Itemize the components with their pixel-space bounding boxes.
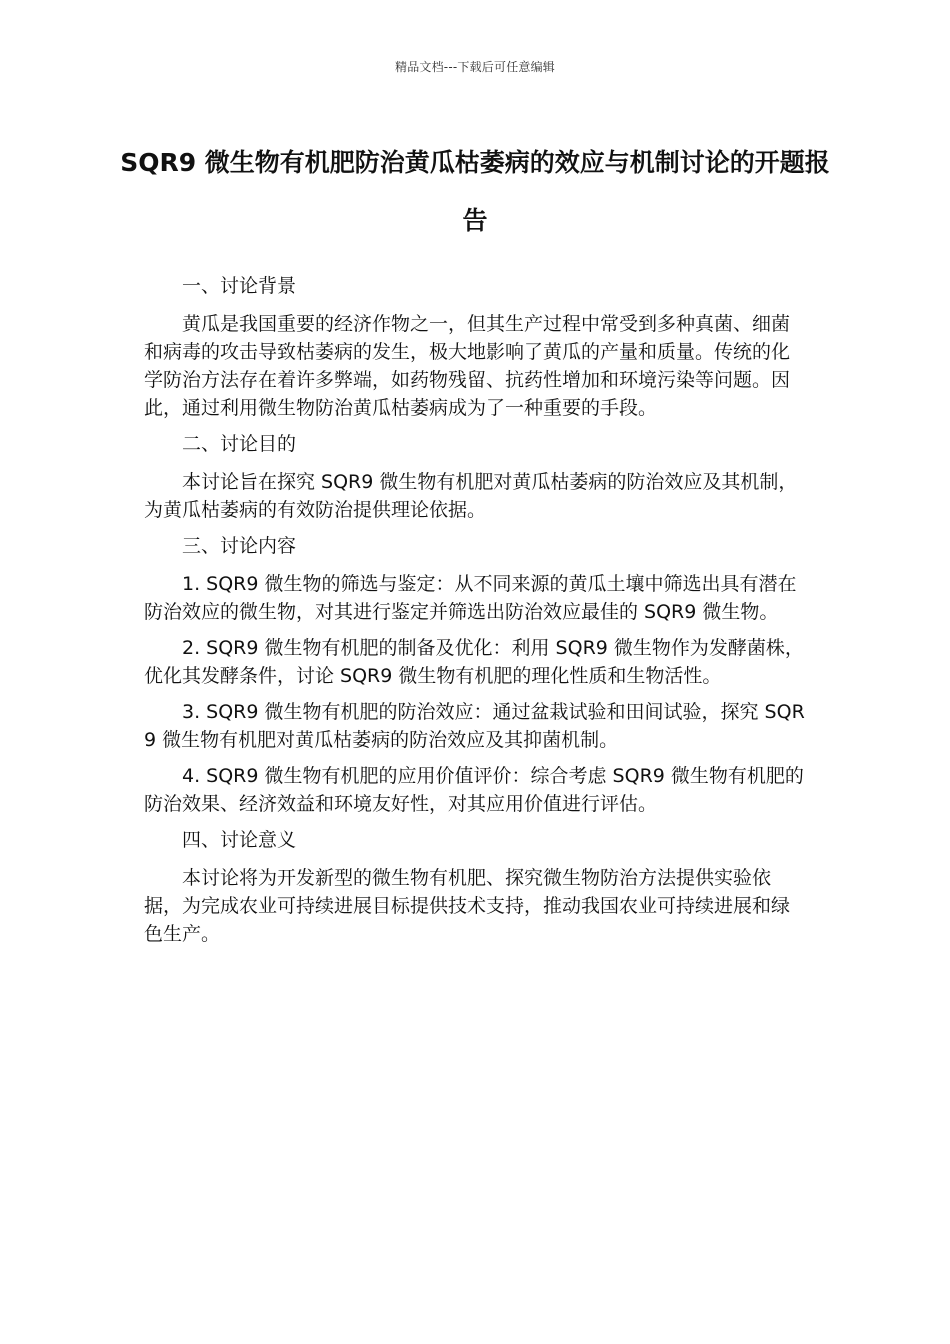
section-heading-content: 三、讨论内容 bbox=[182, 535, 297, 557]
document-title: SQR9 微生物有机肥防治黄瓜枯萎病的效应与机制讨论的开题报告 bbox=[120, 148, 830, 235]
section-heading-purpose: 二、讨论目的 bbox=[182, 433, 297, 455]
content-item-4: 4. SQR9 微生物有机肥的应用价值评价：综合考虑 SQR9 微生物有机肥的防治效果、经济效益和环境友好性，对其应用价值进行评估。 bbox=[144, 765, 804, 815]
content-item-2: 2. SQR9 微生物有机肥的制备及优化：利用 SQR9 微生物作为发酵菌株，优化其发酵条件，讨论 SQR9 微生物有机肥的理化性质和生物活性。 bbox=[144, 637, 804, 687]
significance-paragraph: 本讨论将为开发新型的微生物有机肥、探究微生物防治方法提供实验依据，为完成农业可持续进展目标提供技术支持，推动我国农业可持续进展和绿色生产。 bbox=[144, 867, 791, 945]
section-heading-background: 一、讨论背景 bbox=[182, 275, 297, 297]
header-note: 精品文档---下载后可任意编辑 bbox=[395, 60, 555, 74]
content-item-3: 3. SQR9 微生物有机肥的防治效应：通过盆栽试验和田间试验，探究 SQR9 微生物有机肥对黄瓜枯萎病的防治效应及其抑菌机制。 bbox=[144, 701, 805, 751]
purpose-paragraph: 本讨论旨在探究 SQR9 微生物有机肥对黄瓜枯萎病的防治效应及其机制，为黄瓜枯萎病的有效防治提供理论依据。 bbox=[144, 471, 798, 521]
document-body bbox=[144, 272, 806, 956]
section-heading-significance: 四、讨论意义 bbox=[182, 829, 297, 851]
content-item-1: 1. SQR9 微生物的筛选与鉴定：从不同来源的黄瓜土壤中筛选出具有潜在防治效应的微生物，对其进行鉴定并筛选出防治效应最佳的 SQR9 微生物。 bbox=[144, 573, 797, 623]
background-paragraph: 黄瓜是我国重要的经济作物之一，但其生产过程中常受到多种真菌、细菌和病毒的攻击导致枯萎病的发生，极大地影响了黄瓜的产量和质量。传统的化学防治方法存在着许多弊端，如药物残留、抗药性增加和环境污染等问题。因此，通过利用微生物防治黄瓜枯萎病成为了一种重要的手段。 bbox=[144, 313, 791, 419]
